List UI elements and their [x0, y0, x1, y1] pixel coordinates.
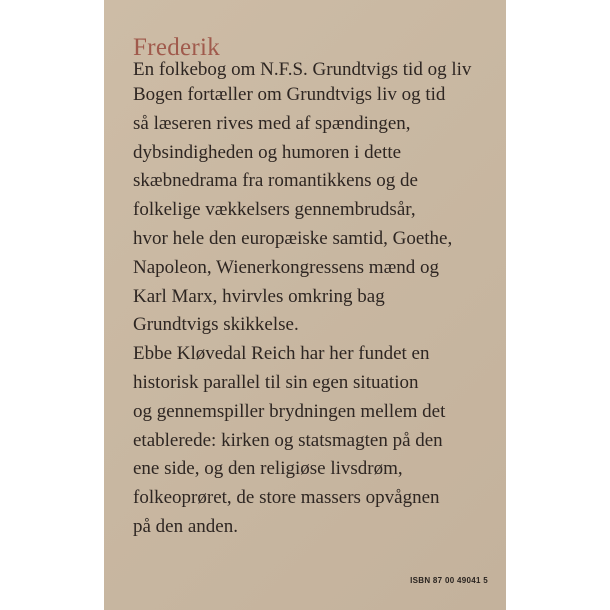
blurb-line: ene side, og den religiøse livsdrøm, — [133, 458, 403, 480]
blurb-line: dybsindigheden og humoren i dette — [133, 141, 402, 163]
blurb-line: historisk parallel til sin egen situation — [133, 371, 419, 393]
book-subtitle: En folkebog om N.F.S. Grundtvigs tid og liv — [133, 59, 472, 80]
blurb-line: Napoleon, Wienerkongressens mænd og — [133, 256, 439, 278]
blurb-line: så læseren rives med af spændingen, — [133, 112, 411, 134]
blurb-line: Bogen fortæller om Grundtvigs liv og tid — [133, 84, 446, 105]
blurb-line: folkeoprøret, de store massers opvågnen — [133, 487, 440, 509]
isbn: ISBN 87 00 49041 5 — [410, 576, 488, 585]
blurb-line: folkelige vækkelsers gennembrudsår, — [133, 199, 416, 221]
blurb-line: Ebbe Kløvedal Reich har her fundet en — [133, 343, 430, 365]
blurb-line: Grundtvigs skikkelse. — [133, 314, 299, 336]
book-back-cover — [104, 0, 506, 610]
blurb-line: Karl Marx, hvirvles omkring bag — [133, 285, 385, 307]
blurb-line: på den anden. — [133, 515, 238, 537]
blurb-line: etablerede: kirken og statsmagten på den — [133, 429, 443, 451]
blurb-line: og gennemspiller brydningen mellem det — [133, 400, 446, 422]
blurb-line: hvor hele den europæiske samtid, Goethe, — [133, 227, 453, 249]
blurb-line: skæbnedrama fra romantikkens og de — [133, 170, 418, 192]
blurb-text — [133, 81, 452, 542]
book-title: Frederik — [133, 34, 221, 61]
